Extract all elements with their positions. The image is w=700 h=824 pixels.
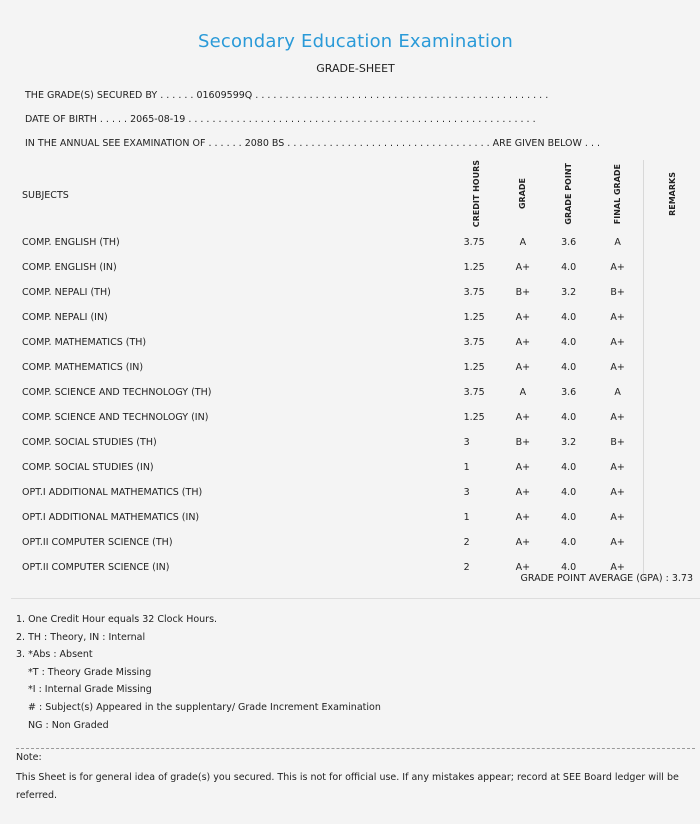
table-row	[11, 355, 700, 380]
note-label: Note:	[16, 752, 42, 763]
grade-point-cell: 4.0	[561, 487, 577, 499]
grade-point-cell: 4.0	[561, 312, 577, 324]
grade-cell: A+	[515, 537, 531, 549]
credit-hours-cell: 1	[463, 512, 470, 524]
note-item: *I : Internal Grade Missing	[28, 684, 152, 696]
remarks-cell	[644, 330, 700, 355]
final-grade-cell: A	[614, 237, 621, 249]
note-item: *T : Theory Grade Missing	[28, 666, 152, 678]
final-grade-cell: A+	[610, 412, 625, 424]
remarks-cell	[644, 455, 700, 480]
final-grade-cell: B+	[610, 437, 625, 449]
credit-hours-cell: 3.75	[463, 387, 485, 399]
grade-sheet	[11, 0, 700, 824]
grade-point-cell: 4.0	[561, 462, 577, 474]
symbol-number-line: THE GRADE(S) SECURED BY . . . . . . 01609599Q . . . . . . . . . . . . . . . . . . . . . . . . . . . . . . . . . . . . . . . . . . . . . . . . .	[25, 90, 549, 101]
grade-header: GRADE	[518, 178, 528, 210]
subject-cell: COMP. ENGLISH (TH)	[22, 237, 120, 249]
grade-cell: A	[519, 387, 527, 399]
subject-cell: COMP. NEPALI (TH)	[22, 287, 111, 299]
final-grade-cell: A+	[610, 462, 625, 474]
remarks-cell	[644, 230, 700, 255]
note-item: NG : Non Graded	[28, 719, 109, 731]
subject-cell: COMP. SCIENCE AND TECHNOLOGY (TH)	[22, 387, 212, 399]
table-row	[11, 505, 700, 530]
grade-cell: A+	[515, 337, 531, 349]
final-grade-cell: A+	[610, 312, 625, 324]
subject-cell: COMP. SCIENCE AND TECHNOLOGY (IN)	[22, 412, 209, 424]
remarks-cell	[644, 480, 700, 505]
grade-point-cell: 4.0	[561, 362, 577, 374]
final-grade-cell: A+	[610, 537, 625, 549]
grade-cell: A+	[515, 312, 531, 324]
grade-cell: B+	[515, 437, 531, 449]
remarks-cell	[644, 430, 700, 455]
final-grade-cell: A+	[610, 337, 625, 349]
subject-cell: OPT.I ADDITIONAL MATHEMATICS (TH)	[22, 487, 203, 499]
subject-cell: OPT.I ADDITIONAL MATHEMATICS (IN)	[22, 512, 200, 524]
note-item: 1. One Credit Hour equals 32 Clock Hours.	[16, 614, 218, 625]
final-grade-cell: A+	[610, 562, 625, 574]
disclaimer-text: This Sheet is for general idea of grade(s) you secured. This is not for official use. If any mistakes appear; record at SEE Board ledger will be referred.	[16, 772, 679, 801]
grade-point-header: GRADE POINT	[564, 162, 574, 225]
note-item: # : Subject(s) Appeared in the supplentary/ Grade Increment Examination	[28, 701, 381, 713]
table-row	[11, 455, 700, 480]
grades-table	[11, 160, 700, 580]
subject-cell: COMP. ENGLISH (IN)	[22, 262, 117, 274]
grade-point-cell: 4.0	[561, 537, 577, 549]
final-grade-header: FINAL GRADE	[613, 163, 623, 224]
subject-cell: OPT.II COMPUTER SCIENCE (IN)	[22, 562, 170, 574]
subject-cell: COMP. NEPALI (IN)	[22, 312, 108, 324]
credit-hours-cell: 3	[463, 437, 470, 449]
credit-hours-header: CREDIT HOURS	[472, 160, 481, 228]
subjects-header: SUBJECTS	[22, 189, 69, 201]
remarks-cell	[644, 280, 700, 305]
credit-hours-cell: 3.75	[463, 337, 485, 349]
subject-cell: OPT.II COMPUTER SCIENCE (TH)	[22, 537, 173, 549]
grade-cell: B+	[515, 287, 531, 299]
remarks-header: REMARKS	[644, 160, 700, 230]
credit-hours-cell: 3.75	[463, 237, 485, 249]
table-row	[11, 330, 700, 355]
table-row	[11, 380, 700, 405]
remarks-cell	[644, 505, 700, 530]
subject-cell: COMP. SOCIAL STUDIES (TH)	[22, 437, 157, 449]
grade-point-cell: 3.6	[561, 387, 577, 399]
credit-hours-cell: 3	[463, 487, 470, 499]
grade-point-cell: 4.0	[561, 512, 577, 524]
page-subtitle: GRADE-SHEET	[316, 62, 395, 75]
credit-hours-cell: 2	[463, 537, 470, 549]
gpa-summary: GRADE POINT AVERAGE (GPA) : 3.73	[520, 573, 693, 584]
grade-cell: A+	[515, 412, 531, 424]
note-item: 2. TH : Theory, IN : Internal	[16, 631, 146, 643]
subject-cell: COMP. SOCIAL STUDIES (IN)	[22, 462, 154, 474]
credit-hours-cell: 1.25	[463, 262, 485, 274]
subject-cell: COMP. MATHEMATICS (TH)	[22, 337, 147, 349]
divider	[11, 598, 700, 599]
table-row	[11, 430, 700, 455]
exam-year-line: IN THE ANNUAL SEE EXAMINATION OF . . . . . . 2080 BS . . . . . . . . . . . . . . . . . . . . . . . . . . . . . . . . . . ARE GIVEN BELOW . . .	[25, 138, 601, 149]
remarks-cell	[644, 530, 700, 555]
note-item: 3. *Abs : Absent	[16, 649, 93, 661]
grade-point-cell: 3.6	[561, 237, 577, 249]
final-grade-cell: B+	[610, 287, 625, 299]
table-row	[11, 255, 700, 280]
remarks-cell	[644, 380, 700, 405]
final-grade-cell: A+	[610, 362, 625, 374]
table-header-row	[11, 160, 700, 230]
table-row	[11, 405, 700, 430]
grade-cell: A+	[515, 512, 531, 524]
remarks-cell	[644, 355, 700, 380]
remarks-cell	[644, 305, 700, 330]
table-row	[11, 480, 700, 505]
grade-point-cell: 4.0	[561, 562, 577, 574]
page-title: Secondary Education Examination	[197, 31, 514, 52]
table-row	[11, 530, 700, 555]
grade-point-cell: 4.0	[561, 262, 577, 274]
remarks-cell	[644, 255, 700, 280]
final-grade-cell: A+	[610, 512, 625, 524]
grade-cell: A	[519, 237, 527, 249]
legend-notes	[16, 611, 381, 734]
final-grade-cell: A+	[610, 262, 625, 274]
credit-hours-cell: 1	[463, 462, 470, 474]
table-row	[11, 305, 700, 330]
credit-hours-cell: 1.25	[463, 312, 485, 324]
date-of-birth-line: DATE OF BIRTH . . . . . 2065-08-19 . . . . . . . . . . . . . . . . . . . . . . . . . . . . . . . . . . . . . . . . . . . . . . . . . . . . . . . . . .	[25, 114, 536, 125]
table-row	[11, 280, 700, 305]
table-row	[11, 230, 700, 255]
grade-cell: A+	[515, 562, 531, 574]
grade-point-cell: 3.2	[561, 287, 577, 299]
grade-point-cell: 3.2	[561, 437, 577, 449]
grade-cell: A+	[515, 262, 531, 274]
grade-point-cell: 4.0	[561, 412, 577, 424]
grade-cell: A+	[515, 487, 531, 499]
credit-hours-cell: 1.25	[463, 362, 485, 374]
grade-point-cell: 4.0	[561, 337, 577, 349]
grade-cell: A+	[515, 362, 531, 374]
credit-hours-cell: 1.25	[463, 412, 485, 424]
final-grade-cell: A	[614, 387, 621, 399]
credit-hours-cell: 2	[463, 562, 470, 574]
final-grade-cell: A+	[610, 487, 625, 499]
dashed-divider	[16, 748, 695, 749]
grade-cell: A+	[515, 462, 531, 474]
remarks-cell	[644, 405, 700, 430]
credit-hours-cell: 3.75	[463, 287, 485, 299]
subject-cell: COMP. MATHEMATICS (IN)	[22, 362, 144, 374]
